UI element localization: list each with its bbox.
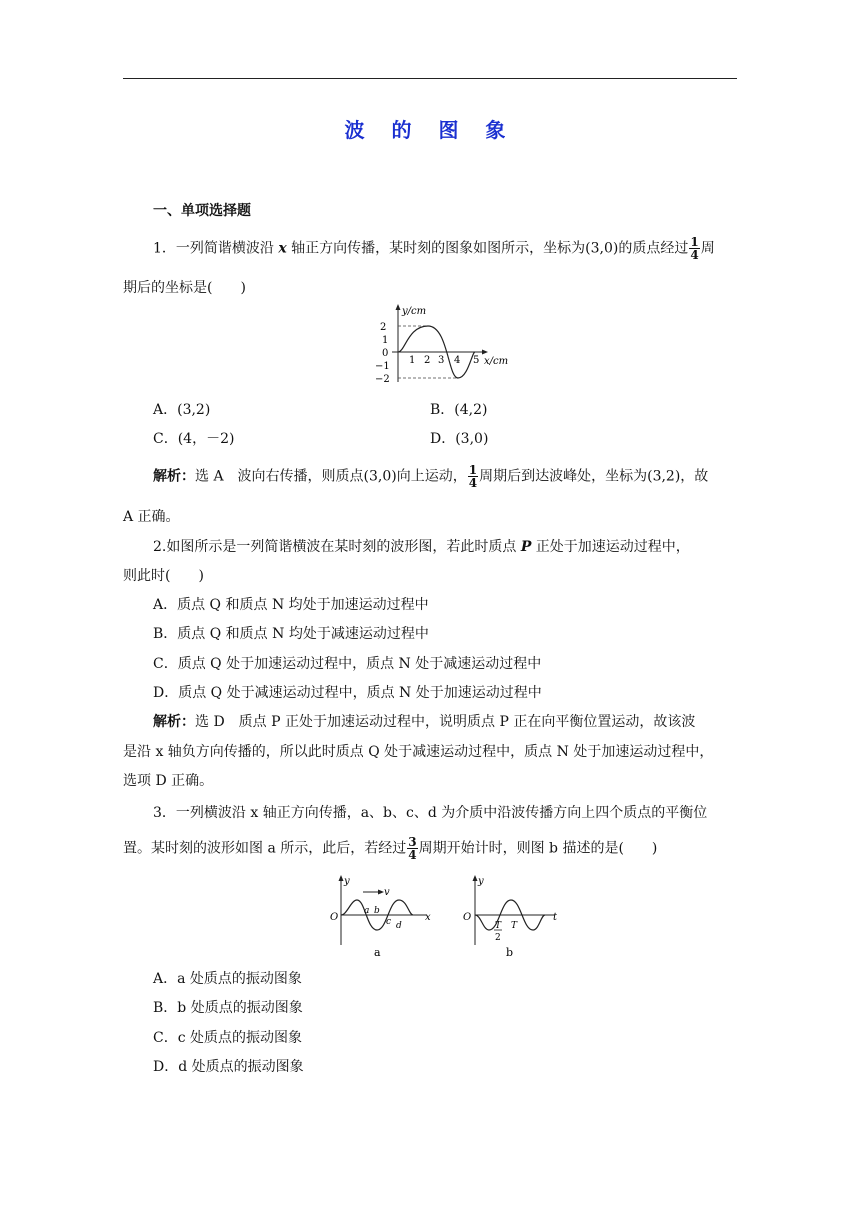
q3b-ylabel: y (478, 876, 484, 887)
q3-option-d[interactable]: D．d 处质点的振动图象 (153, 1059, 304, 1075)
q3b-tick-T: T (495, 921, 502, 931)
q1-xtick: 1 (409, 355, 416, 366)
q3a-point-d: d (396, 921, 402, 931)
q3b-origin: O (463, 912, 472, 923)
q3-stem-line2: 置。某时刻的波形如图 a 所示，此后，若经过 $\frac{3}{4}$ 周期开始计时，则图 b 描述的是( ) (123, 835, 658, 862)
q2-stem-line2: 则此时( ) (123, 568, 204, 584)
q1-analysis-fraction: $\frac{1}{4}$ (468, 463, 478, 490)
q1-ytick: −1 (375, 361, 390, 372)
q3a-point-c: c (386, 917, 392, 927)
q1-wave-graph (372, 302, 517, 390)
q1-ytick: 0 (382, 348, 389, 359)
page-title: 波 的 图 象 (344, 118, 516, 142)
q2-option-a[interactable]: A．质点 Q 和质点 N 均处于加速运动过程中 (153, 597, 429, 613)
q1-xlabel: x/cm (484, 356, 509, 367)
q1-xtick: 3 (438, 355, 445, 366)
q1-option-b[interactable]: B．(4,2) (430, 402, 488, 418)
q1-fraction: $\frac{1}{4}$ (690, 235, 699, 262)
q3a-point-a: a (364, 906, 370, 916)
q3b-caption: b (506, 946, 514, 959)
q1-ytick: 2 (380, 322, 387, 333)
q1-option-c[interactable]: C．(4，－2) (153, 431, 235, 447)
q3-fraction: $\frac{3}{4}$ (408, 835, 417, 862)
q2-option-c[interactable]: C．质点 Q 处于加速运动过程中，质点 N 处于减速运动过程中 (153, 656, 542, 672)
q1-ytick: 1 (382, 335, 389, 346)
q3-option-c[interactable]: C．c 处质点的振动图象 (153, 1030, 303, 1046)
q3b-tick-2: 2 (495, 933, 501, 943)
q1-ylabel: y/cm (402, 306, 427, 317)
q3a-origin: O (330, 912, 339, 923)
q3a-caption: a (374, 946, 381, 959)
q3a-velocity: v (384, 887, 390, 898)
q1-analysis-line2: A 正确。 (123, 509, 180, 525)
q3a-ylabel: y (344, 876, 350, 887)
q1-option-a[interactable]: A．(3,2) (153, 402, 211, 418)
q1-xtick: 4 (454, 355, 461, 366)
q3-figure-a (327, 870, 437, 962)
q3-figure-b (455, 870, 565, 962)
q2-stem-line1: 2.如图所示是一列简谐横波在某时刻的波形图，若此时质点 P 正处于加速运动过程中， (153, 539, 690, 555)
q1-xtick: 2 (424, 355, 431, 366)
q3b-tick-T2: T (511, 921, 518, 931)
q2-option-b[interactable]: B．质点 Q 和质点 N 均处于减速运动过程中 (153, 626, 429, 642)
q3b-tlabel: t (553, 912, 558, 923)
q1-option-d[interactable]: D．(3,0) (430, 431, 489, 447)
q2-analysis-line1: 解析：选 D 质点 P 正处于加速运动过程中，说明质点 P 正在向平衡位置运动，故该波 (153, 714, 696, 730)
q1-ytick: −2 (375, 374, 390, 385)
q3-option-b[interactable]: B．b 处质点的振动图象 (153, 1000, 303, 1016)
q3a-point-b: b (374, 906, 380, 916)
q1-stem-line2: 期后的坐标是( ) (123, 280, 246, 296)
q1-stem-line1: 1．一列简谐横波沿 x 轴正方向传播，某时刻的图象如图所示，坐标为(3,0)的质点经过 $\frac{1}{4}$ 周 (153, 235, 715, 262)
top-rule (123, 78, 737, 79)
q1-analysis-line1: 解析：选 A 波向右传播，则质点(3,0)向上运动， $\frac{1}{4}$ 周期后到达波峰处，坐标为(3,2)，故 (153, 463, 709, 490)
q2-option-d[interactable]: D．质点 Q 处于减速运动过程中，质点 N 处于加速运动过程中 (153, 685, 542, 701)
q2-analysis-line2: 是沿 x 轴负方向传播的，所以此时质点 Q 处于减速运动过程中，质点 N 处于加速运动过程中， (123, 744, 714, 760)
q1-xtick: 5 (473, 355, 480, 366)
q3-option-a[interactable]: A．a 处质点的振动图象 (153, 971, 302, 987)
section-heading: 一、单项选择题 (153, 203, 251, 219)
q2-analysis-line3: 选项 D 正确。 (123, 773, 214, 789)
q3a-xlabel: x (425, 912, 431, 923)
q3-stem-line1: 3．一列横波沿 x 轴正方向传播，a、b、c、d 为介质中沿波传播方向上四个质点的平衡位 (153, 805, 708, 821)
